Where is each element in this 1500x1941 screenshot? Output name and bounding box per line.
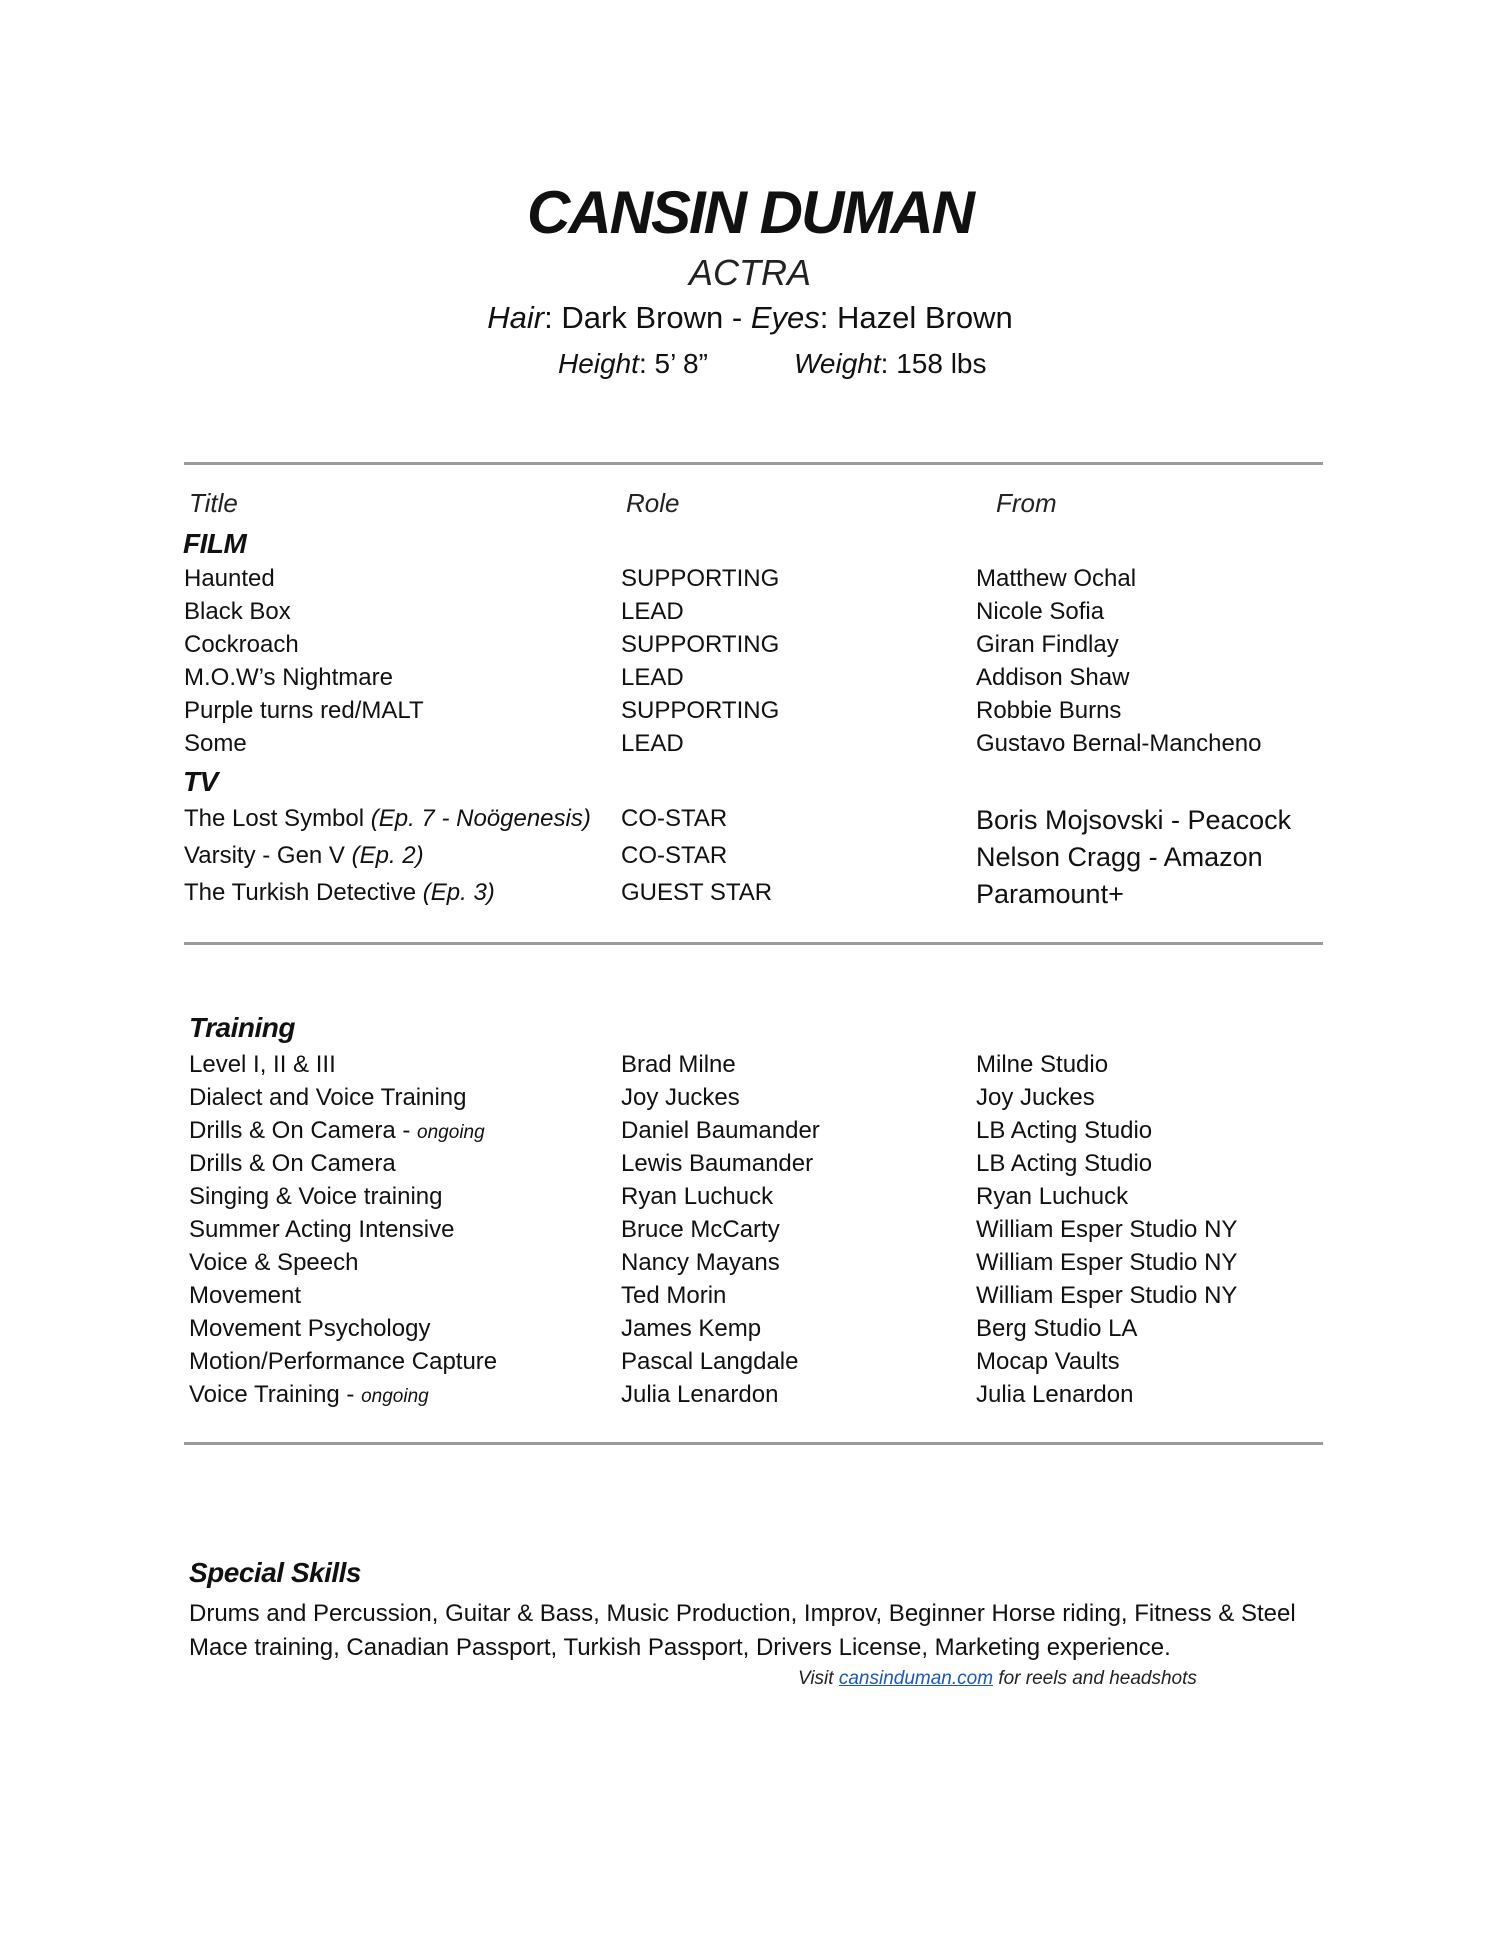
training-row [0,1084,1500,1117]
training-course [189,1282,301,1310]
film-from: Matthew Ochal [976,565,1137,592]
tv-from: Paramount+ [976,879,1124,909]
hair-value: : Dark Brown - [544,300,751,335]
training-course-text: Motion/Performance Capture [189,1348,498,1375]
divider-middle [184,942,1323,945]
film-title: M.O.W’s Nightmare [184,664,393,691]
film-from: Giran Findlay [976,631,1119,658]
training-teacher: Julia Lenardon [621,1381,779,1408]
training-course-text: Drills & On Camera - [189,1117,418,1144]
training-course [189,1051,336,1079]
film-from: Robbie Burns [976,697,1122,724]
training-row [0,1051,1500,1084]
hair-label: Hair [487,300,545,335]
training-school: LB Acting Studio [976,1117,1153,1144]
tv-title [184,805,591,833]
training-school: Ryan Luchuck [976,1183,1129,1210]
training-teacher: Ryan Luchuck [621,1183,774,1210]
film-role: SUPPORTING [621,631,780,658]
training-row [0,1183,1500,1216]
training-school: LB Acting Studio [976,1150,1153,1177]
tv-from: Boris Mojsovski - Peacock [976,805,1292,835]
training-school: Milne Studio [976,1051,1109,1078]
training-course-text: Voice & Speech [189,1249,359,1276]
film-row [0,664,1500,697]
column-header-from: From [996,488,1057,518]
film-row [0,565,1500,598]
film-row [0,730,1500,763]
training-teacher: Pascal Langdale [621,1348,799,1375]
height-weight-line [0,348,1500,388]
film-title: Haunted [184,565,275,592]
weight [794,348,987,380]
film-heading: FILM [183,528,247,559]
training-school: William Esper Studio NY [976,1216,1238,1243]
hair-eyes-line [0,300,1500,336]
special-skills-text: Drums and Percussion, Guitar & Bass, Music Production, Improv, Beginner Horse riding, Fitness & Steel Mace training, Canadian Passport, Turkish Passport, Drivers License, Marketing experience. [189,1600,1296,1661]
training-course-text: Drills & On Camera [189,1150,396,1177]
training-school: Joy Juckes [976,1084,1095,1111]
union-affiliation: ACTRA [688,252,811,293]
training-course-note: ongoing [417,1122,485,1143]
eyes-value: : Hazel Brown [819,300,1013,335]
training-school: William Esper Studio NY [976,1282,1238,1309]
height-label: Height [558,348,639,379]
training-teacher: James Kemp [621,1315,762,1342]
film-title: Cockroach [184,631,299,658]
training-teacher: Brad Milne [621,1051,736,1078]
training-row [0,1282,1500,1315]
training-course [189,1315,430,1343]
tv-title-text: The Lost Symbol [184,805,371,832]
film-role: LEAD [621,664,684,691]
tv-episode-note: (Ep. 7 - Noögenesis) [370,805,591,832]
training-row [0,1117,1500,1150]
film-role: SUPPORTING [621,697,780,724]
film-role: LEAD [621,598,684,625]
training-teacher: Nancy Mayans [621,1249,780,1276]
training-course-note: ongoing [361,1386,429,1407]
website-link[interactable]: cansinduman.com [838,1668,994,1689]
training-teacher: Joy Juckes [621,1084,740,1111]
training-row [0,1381,1500,1414]
tv-episode-note: (Ep. 2) [351,842,424,869]
training-school: Berg Studio LA [976,1315,1138,1342]
film-from: Nicole Sofia [976,598,1105,625]
tv-role: CO-STAR [621,842,728,869]
weight-value: : 158 lbs [880,348,987,379]
eyes-label: Eyes [750,300,820,335]
tv-episode-note: (Ep. 3) [422,879,495,906]
film-title: Black Box [184,598,291,625]
training-school: William Esper Studio NY [976,1249,1238,1276]
tv-row [0,805,1500,843]
tv-title [184,879,495,907]
weight-label: Weight [794,348,881,379]
visit-prefix: Visit [798,1668,839,1689]
film-from: Addison Shaw [976,664,1130,691]
training-course [189,1381,429,1409]
training-course [189,1084,467,1112]
tv-from: Nelson Cragg - Amazon [976,842,1263,872]
column-header-role: Role [626,488,680,518]
training-course-text: Summer Acting Intensive [189,1216,455,1243]
tv-role: GUEST STAR [621,879,773,906]
tv-title-text: The Turkish Detective [184,879,423,906]
training-course-text: Voice Training - [189,1381,362,1408]
divider-bottom [184,1442,1323,1445]
column-header-title: Title [189,488,238,518]
training-teacher: Daniel Baumander [621,1117,820,1144]
tv-role: CO-STAR [621,805,728,832]
tv-title-text: Varsity - Gen V [184,842,352,869]
training-course [189,1348,497,1376]
special-skills-heading: Special Skills [189,1557,361,1588]
film-title: Some [184,730,247,757]
training-course-text: Movement Psychology [189,1315,431,1342]
training-heading: Training [189,1012,295,1043]
training-teacher: Lewis Baumander [621,1150,814,1177]
training-course-text: Movement [189,1282,302,1309]
training-course [189,1249,358,1277]
training-course-text: Dialect and Voice Training [189,1084,467,1111]
training-course [189,1117,485,1145]
film-from: Gustavo Bernal-Mancheno [976,730,1262,757]
film-row [0,631,1500,664]
training-course [189,1183,443,1211]
film-row [0,598,1500,631]
tv-title [184,842,424,870]
training-course [189,1216,454,1244]
actor-name: CANSIN DUMAN [527,179,973,246]
training-row [0,1216,1500,1249]
film-title: Purple turns red/MALT [184,697,424,724]
tv-heading: TV [183,766,218,797]
training-row [0,1348,1500,1381]
tv-row [0,842,1500,880]
height-value: : 5’ 8” [638,348,708,379]
training-teacher: Ted Morin [621,1282,727,1309]
divider-top [184,462,1323,465]
training-row [0,1315,1500,1348]
height [558,348,708,380]
training-row [0,1249,1500,1282]
training-row [0,1150,1500,1183]
training-school: Mocap Vaults [976,1348,1120,1375]
tv-row [0,879,1500,917]
visit-suffix: for reels and headshots [993,1668,1197,1689]
film-role: LEAD [621,730,684,757]
training-course [189,1150,396,1178]
visit-note [798,1668,1197,1690]
training-school: Julia Lenardon [976,1381,1134,1408]
film-role: SUPPORTING [621,565,780,592]
training-course-text: Level I, II & III [189,1051,336,1078]
training-course-text: Singing & Voice training [189,1183,443,1210]
film-row [0,697,1500,730]
training-teacher: Bruce McCarty [621,1216,780,1243]
